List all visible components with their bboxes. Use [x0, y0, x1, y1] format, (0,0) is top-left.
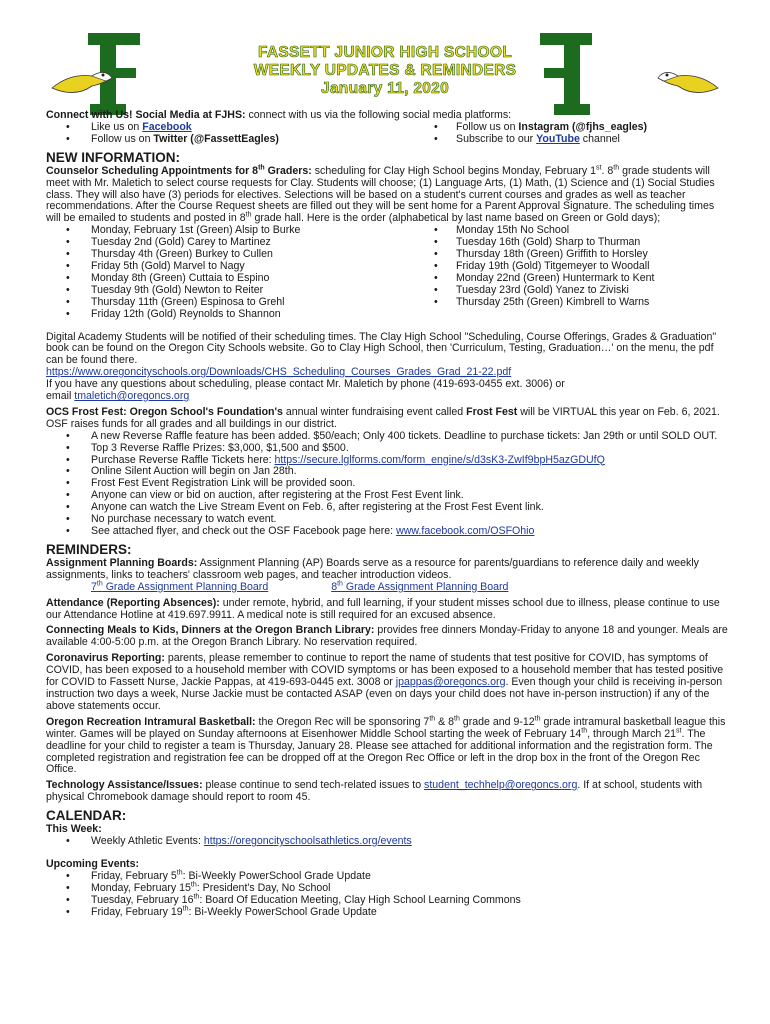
schedule-item: • Thursday 4th (Green) Burkey to Cullen	[46, 249, 431, 261]
frostfest-item-text: Frost Fest Event Registration Link will be provided soon.	[91, 477, 356, 490]
newsletter-content	[46, 110, 731, 918]
bb-text: . The deadline for your child to register a team is Thursday, January 28. Please see attached for additional information and the registration form. The completed registration and registration fee can be dropped off at the Oregon Rec Office or left in the drop box in the front of the Oregon Rec Office.	[46, 727, 713, 776]
covid-text: parents, please remember to continue to report the name of students that test positive for COVID, has symptoms of COVID, has been exposed to a household member with COVID symptoms or has been exposed to a household member that has tested positive for COVID to Fassett Nurse, Jackie Pappas, at 419-693-0445 ext. 3008 or	[46, 652, 724, 689]
email-prefix: email	[46, 390, 75, 403]
frostfest-item-text: Purchase Reverse Raffle Tickets here:	[91, 453, 275, 466]
nurse-email-link[interactable]: jpappas@oregoncs.org	[395, 676, 506, 689]
schedule-item: • Thursday 11th (Green) Espinosa to Grehl	[46, 297, 431, 309]
event-date: Tuesday, February 16	[91, 893, 194, 906]
athletics-link[interactable]: https://oregoncityschoolsathletics.org/events	[203, 835, 412, 848]
sup: th	[245, 211, 252, 219]
social-text: Subscribe to our	[456, 132, 537, 145]
planning-heading: Assignment Planning Boards:	[46, 556, 198, 569]
covid-paragraph	[46, 653, 731, 713]
frostfest-paragraph	[46, 407, 731, 431]
frostfest-item-text: Anyone can view or bid on auction, after registering at the Frost Fest Event link.	[91, 489, 464, 502]
instagram-handle: Instagram (@fjhs_eagles)	[518, 120, 648, 133]
bb-text: & 8	[435, 715, 455, 728]
grade7-planning-link[interactable]	[91, 581, 268, 593]
meals-heading: Connecting Meals to Kids, Dinners at the Oregon Branch Library:	[46, 624, 375, 637]
frostfest-heading: OCS Frost Fest: Oregon School's Foundation's	[46, 405, 283, 418]
bb-text: the Oregon Rec will be sponsoring 7	[255, 715, 430, 728]
maletich-email-link[interactable]: tmaletich@oregoncs.org	[74, 390, 190, 403]
frostfest-text: annual winter fundraising event called	[282, 405, 467, 418]
event-desc: : Bi-Weekly PowerSchool Grade Update	[188, 905, 377, 918]
reminders-heading: REMINDERS:	[46, 541, 132, 557]
bb-text: grade and 9-12	[459, 715, 535, 728]
frostfest-link[interactable]: https://secure.lglforms.com/form_engine/s/d3sK3-ZwIf9bpH5azGDUfQ	[274, 453, 605, 466]
counselor-text: .	[601, 164, 605, 177]
meals-text: provides free dinners Monday-Friday to anyone 18 and younger. Meals are available 4:00-5:00 p.m. at the Oregon Branch Library. No reservation required.	[46, 624, 728, 649]
sup: th	[96, 580, 103, 588]
covid-text: . Even though your child is receiving in-person instruction two days a week, Nurse Jackie must be contacted ASAP (even on days your child does not have in-person instruction) if any of the above statements occur.	[46, 676, 723, 712]
facebook-link[interactable]: Facebook	[142, 120, 192, 133]
event-desc: : President's Day, No School	[196, 881, 331, 894]
counselor-text: grade hall. Here is the order (alphabetical by last name based on Green or Gold days);	[251, 212, 661, 225]
grade8-planning-link[interactable]	[331, 581, 508, 593]
this-week-list	[46, 836, 731, 848]
bb-text: grade intramural basketball league this winter. Games will be played on Sunday afternoons at Eisenhower Middle School starting the week of February 14	[46, 715, 726, 740]
event-date: Monday, February 15	[91, 881, 191, 894]
sup: th	[613, 164, 620, 172]
planning-links	[46, 582, 731, 594]
frostfest-item-text: A new Reverse Raffle feature has been added. $50/each; Only 400 tickets. Deadline to purchase tickets: Jan 29th or until SOLD OUT.	[91, 429, 718, 442]
sup: th	[429, 715, 436, 723]
youtube-link[interactable]: YouTube	[536, 132, 580, 145]
sup: th	[454, 715, 460, 723]
schedule-item: • Tuesday 2nd (Gold) Carey to Martinez	[46, 237, 431, 249]
attendance-text: under remote, hybrid, and full learning, if your student misses school due to illness, please continue to use our Attendance Hotline at 419.697.9911. A medical note is still required for an excused absence.	[46, 596, 720, 621]
schedule-item: • Monday 8th (Green) Cuttaia to Espino	[46, 273, 431, 285]
calendar-heading: CALENDAR:	[46, 808, 127, 824]
attendance-heading: Attendance (Reporting Absences):	[46, 596, 220, 609]
upcoming-events-list	[46, 871, 731, 919]
event-date: Friday, February 19	[91, 905, 183, 918]
sup: th	[534, 715, 541, 723]
schedule-item: • Monday 15th No School	[431, 225, 731, 237]
schedule-item: • Thursday 25th (Green) Kimbrell to Warns	[431, 297, 731, 309]
sup: st	[676, 727, 682, 735]
link-text: 8	[331, 580, 338, 593]
link-text: Grade Assignment Planning Board	[342, 580, 509, 593]
counselor-paragraph: Counselor Scheduling Appointments for 8th Graders: scheduling for Clay High School begins Monday, February 1st. 8th grade students will meet with Mr. Maletich to select course requests for Clay. Students will choose; (1) Language Arts, (1) Math, (1) Science and (1) Social Studies class. They will also have (3) periods for electives. Selections will be based on a student's current courses and grades as well as teacher recommendations. After the Course Request sheets are filled out they will be sent home for a Parent Approval Signature. The scheduling times will be emailed to students and posted in 8th grade hall. Here is the order (alphabetical by last name based on Green or Gold days);	[46, 164, 715, 225]
tech-paragraph	[46, 780, 731, 804]
frostfest-item-text: See attached flyer, and check out the OSF Facebook page here:	[91, 525, 397, 537]
tech-text: please continue to send tech-related issues to	[202, 779, 425, 792]
schedule-item: • Friday 5th (Gold) Marvel to Nagy	[46, 261, 431, 273]
event-item	[46, 907, 731, 919]
sup: th	[182, 905, 189, 913]
meals-paragraph	[46, 625, 731, 649]
tech-heading: Technology Assistance/Issues:	[46, 779, 203, 792]
covid-heading: Coronavirus Reporting:	[46, 652, 165, 665]
social-text: Follow us on	[91, 132, 154, 145]
basketball-paragraph	[46, 717, 731, 777]
techhelp-email-link[interactable]: student_techhelp@oregoncs.org	[424, 779, 578, 792]
schedule-item: • Friday 19th (Gold) Titgemeyer to Woodall	[431, 261, 731, 273]
link-text: Grade Assignment Planning Board	[102, 580, 269, 593]
frostfest-text: will be VIRTUAL this year on Feb. 6, 2021. OSF raises funds for all grades and all buildings in our district.	[46, 405, 720, 430]
schedule-right-column	[431, 225, 731, 320]
title-block	[0, 44, 770, 98]
frostfest-item-text: Anyone can watch the Live Stream Event on Feb. 6, after registering at the Frost Fest Event link.	[91, 501, 544, 514]
newsletter-date: January 11, 2020	[320, 80, 450, 97]
frostfest-bold: Frost Fest	[466, 405, 518, 418]
new-information-heading: NEW INFORMATION:	[46, 149, 180, 165]
frostfest-item-text: No purchase necessary to watch event.	[91, 513, 277, 526]
email-line	[46, 391, 731, 403]
social-intro-text: connect with us via the following social media platforms:	[245, 109, 512, 121]
this-week-label: This Week:	[46, 823, 102, 836]
sup: th	[190, 881, 197, 889]
frostfest-item-text: Top 3 Reverse Raffle Prizes: $3,000, $1,500 and $500.	[91, 441, 349, 454]
questions-text: If you have any questions about scheduling, please contact Mr. Maletich by phone (419-693-0455 ext. 3006) or	[46, 378, 565, 391]
basketball-heading: Oregon Recreation Intramural Basketball:	[46, 715, 256, 728]
event-desc: : Bi-Weekly PowerSchool Grade Update	[182, 869, 371, 882]
twitter-handle: Twitter (@FassettEagles)	[153, 132, 279, 145]
athletic-prefix: Weekly Athletic Events:	[91, 835, 204, 848]
schedule-item: • Tuesday 23rd (Gold) Yanez to Ziviski	[431, 285, 731, 297]
sup: th	[258, 164, 265, 172]
planning-paragraph	[46, 558, 731, 582]
scheduling-pdf-link[interactable]: https://www.oregoncityschools.org/Downloads/CHS_Scheduling_Courses_Grades_Grad_21-22.pdf	[46, 366, 512, 379]
event-date: Friday, February 5	[91, 869, 177, 882]
counselor-heading-a: Counselor Scheduling Appointments for 8	[46, 164, 259, 177]
schedule-list	[46, 225, 731, 320]
social-text: channel	[579, 132, 620, 145]
schedule-item: • Monday, February 1st (Green) Alsip to Burke	[46, 225, 431, 237]
counselor-text: scheduling for Clay High School begins Monday, February 1	[311, 164, 597, 177]
social-item	[46, 134, 431, 146]
counselor-text: grade students will meet with Mr. Maletich to select course requests for Clay. Students will choose; (1) Language Arts, (1) Math, (1) Science and (1) Social Studies class. They will also have (3) periods for electives. Selections will be based on a student's current courses and grades as well as teacher recommendations. After the Course Request sheets are filled out they will be sent home for a Parent Approval Signature. The scheduling times will be emailed to students and posted in 8	[46, 164, 715, 225]
newsletter-subtitle: WEEKLY UPDATES & REMINDERS	[253, 62, 517, 79]
counselor-heading-b: Graders:	[264, 164, 312, 177]
upcoming-events-label: Upcoming Events:	[46, 857, 140, 870]
sup: th	[581, 727, 588, 735]
spacer	[46, 321, 731, 332]
schedule-left-column	[46, 225, 431, 320]
school-name: FASSETT JUNIOR HIGH SCHOOL	[257, 44, 513, 61]
sup: th	[193, 893, 200, 901]
list-item	[46, 836, 731, 848]
planning-text: Assignment Planning (AP) Boards serve as a resource for parents/guardians to reference daily and weekly assignments, links to teachers' classroom web pages, and teacher introduction videos.	[46, 556, 699, 581]
social-item	[431, 134, 731, 146]
sup: st	[596, 164, 602, 172]
social-heading: Connect with Us! Social Media at FJHS:	[46, 109, 246, 121]
bb-text: , through March 21	[587, 727, 677, 740]
schedule-item: • Friday 12th (Gold) Reynolds to Shannon	[46, 309, 431, 321]
schedule-item: • Tuesday 9th (Gold) Newton to Reiter	[46, 285, 431, 297]
frostfest-item-text: Online Silent Auction will begin on Jan 28th.	[91, 465, 297, 478]
sup: th	[337, 580, 343, 588]
frostfest-link[interactable]: www.facebook.com/OSFOhio	[396, 525, 535, 537]
event-desc: : Board Of Education Meeting, Clay High School Learning Commons	[199, 893, 521, 906]
frostfest-item	[46, 526, 731, 538]
social-text: Like us on	[91, 120, 143, 133]
digital-academy-text: Digital Academy Students will be notified of their scheduling times. The Clay High School "Scheduling, Course Offerings, Grades & Graduation" book can be found on the Oregon City Schools website. Go to Clay High School, then 'Curriculum, Testing, Graduation…' on the menu, the pdf can be found there.	[46, 330, 717, 367]
social-list	[46, 122, 731, 146]
schedule-item: • Monday 22nd (Green) Huntermark to Kent	[431, 273, 731, 285]
counselor-heading	[46, 165, 312, 177]
schedule-item: • Tuesday 16th (Gold) Sharp to Thurman	[431, 237, 731, 249]
attendance-paragraph	[46, 598, 731, 622]
frostfest-list	[46, 431, 731, 538]
social-text: Follow us on	[456, 120, 519, 133]
tech-text: . If at school, students with physical Chromebook damage should report to room 45.	[46, 779, 703, 804]
link-text: 7	[91, 580, 97, 593]
sup: th	[176, 869, 183, 877]
spacer	[46, 848, 731, 859]
schedule-item: • Thursday 18th (Green) Griffith to Horsley	[431, 249, 731, 261]
